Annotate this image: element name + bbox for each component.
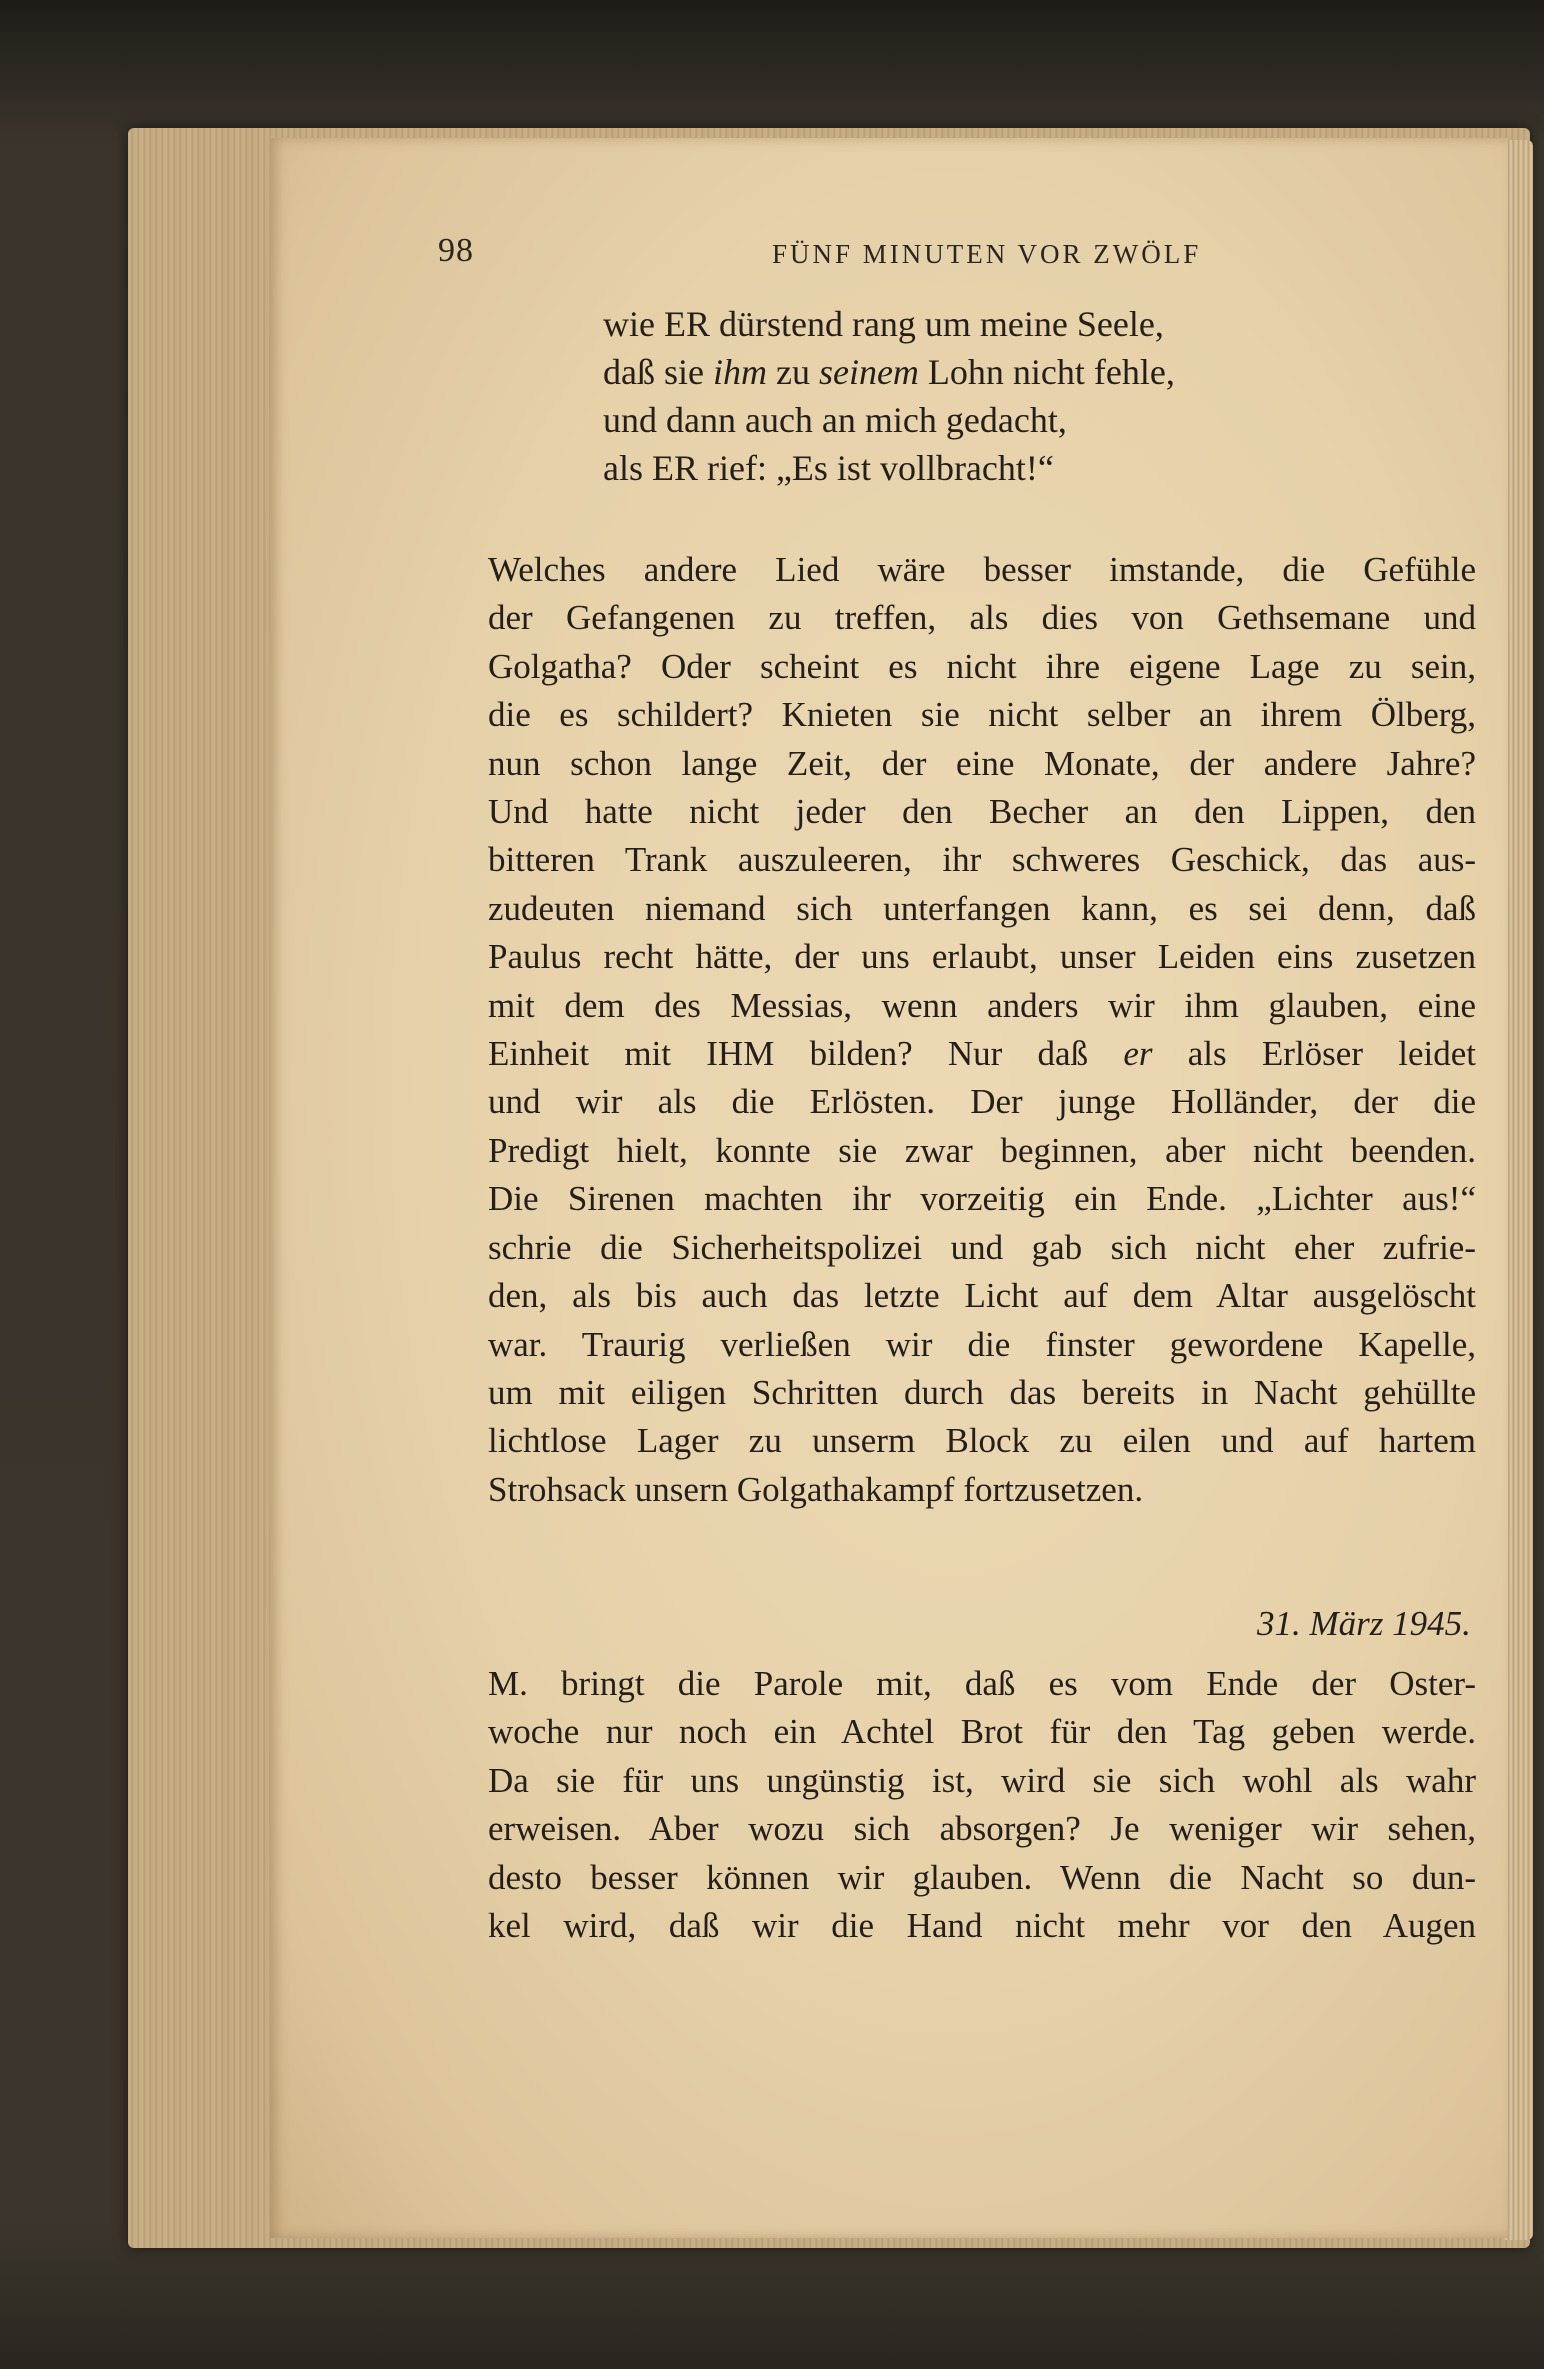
text-line: zudeuten niemand sich unterfangen kann, es sei denn, daß: [488, 888, 1476, 928]
verse-line: wie ER dürstend rang um meine Seele,: [603, 304, 1164, 344]
text-line: Paulus recht hätte, der uns erlaubt, unser Leiden eins zusetzen: [488, 937, 1476, 977]
text-line: bitteren Trank auszuleeren, ihr schweres Geschick, das aus-: [488, 840, 1476, 880]
verse-emphasis: seinem: [818, 352, 919, 392]
text-line: Predigt hielt, konnte sie zwar beginnen, aber nicht beenden.: [488, 1130, 1476, 1170]
text-line: Welches andere Lied wäre besser imstande, die Gefühle: [488, 550, 1476, 589]
text-line: Die Sirenen machten ihr vorzeitig ein Ende. „Lichter aus!“: [488, 1179, 1476, 1219]
text-line: nun schon lange Zeit, der eine Monate, der andere Jahre?: [488, 743, 1476, 783]
text-line: der Gefangenen zu treffen, als dies von Gethsemane und: [488, 598, 1476, 638]
text-line: um mit eiligen Schritten durch das bereits in Nacht gehüllte: [488, 1372, 1476, 1412]
text-line: und wir als die Erlösten. Der junge Holländer, der die: [488, 1082, 1476, 1122]
text-line: die es schildert? Knieten sie nicht selber an ihrem Ölberg,: [488, 695, 1476, 735]
text-line: Einheit mit IHM bilden? Nur daß er als Erlöser leidet: [488, 1034, 1476, 1074]
text-line: desto besser können wir glauben. Wenn die Nacht so dun-: [488, 1857, 1476, 1897]
text-line: woche nur noch ein Achtel Brot für den Tag geben werde.: [488, 1712, 1476, 1752]
text-line: Strohsack unsern Golgathakampf fortzusetzen.: [488, 1469, 1144, 1509]
paragraph-1: [488, 546, 1476, 1514]
paragraph-2: [488, 1660, 1476, 1950]
text-line: den, als bis auch das letzte Licht auf dem Altar ausgelöscht: [488, 1276, 1476, 1316]
diary-date: 31. März 1945.: [1257, 1604, 1471, 1643]
text-line: lichtlose Lager zu unserm Block zu eilen und auf hartem: [488, 1421, 1476, 1461]
text-line: schrie die Sicherheitspolizei und gab sich nicht eher zufrie-: [488, 1227, 1476, 1267]
text-line: M. bringt die Parole mit, daß es vom Ende der Oster-: [488, 1664, 1476, 1703]
verse-emphasis: ihm: [712, 352, 767, 392]
text-line: kel wird, daß wir die Hand nicht mehr vor den Augen: [488, 1906, 1476, 1946]
book-fore-edge: [1505, 140, 1533, 2240]
verse-line: und dann auch an mich gedacht,: [603, 400, 1067, 440]
text-line: Und hatte nicht jeder den Becher an den Lippen, den: [488, 792, 1476, 832]
verse-block: [603, 300, 1175, 492]
text-line: erweisen. Aber wozu sich absorgen? Je weniger wir sehen,: [488, 1809, 1476, 1849]
page-number: 98: [438, 232, 474, 269]
verse-line: als ER rief: „Es ist vollbracht!“: [603, 448, 1054, 488]
text-line: Golgatha? Oder scheint es nicht ihre eigene Lage zu sein,: [488, 646, 1476, 686]
text-line: war. Traurig verließen wir die finster gewordene Kapelle,: [488, 1324, 1476, 1364]
running-head: FÜNF MINUTEN VOR ZWÖLF: [772, 239, 1202, 269]
text-line: Da sie für uns ungünstig ist, wird sie sich wohl als wahr: [488, 1760, 1476, 1800]
verse-line: daß sie ihm zu seinem Lohn nicht fehle,: [603, 352, 1175, 392]
text-line: mit dem des Messias, wenn anders wir ihm glauben, eine: [488, 985, 1476, 1025]
